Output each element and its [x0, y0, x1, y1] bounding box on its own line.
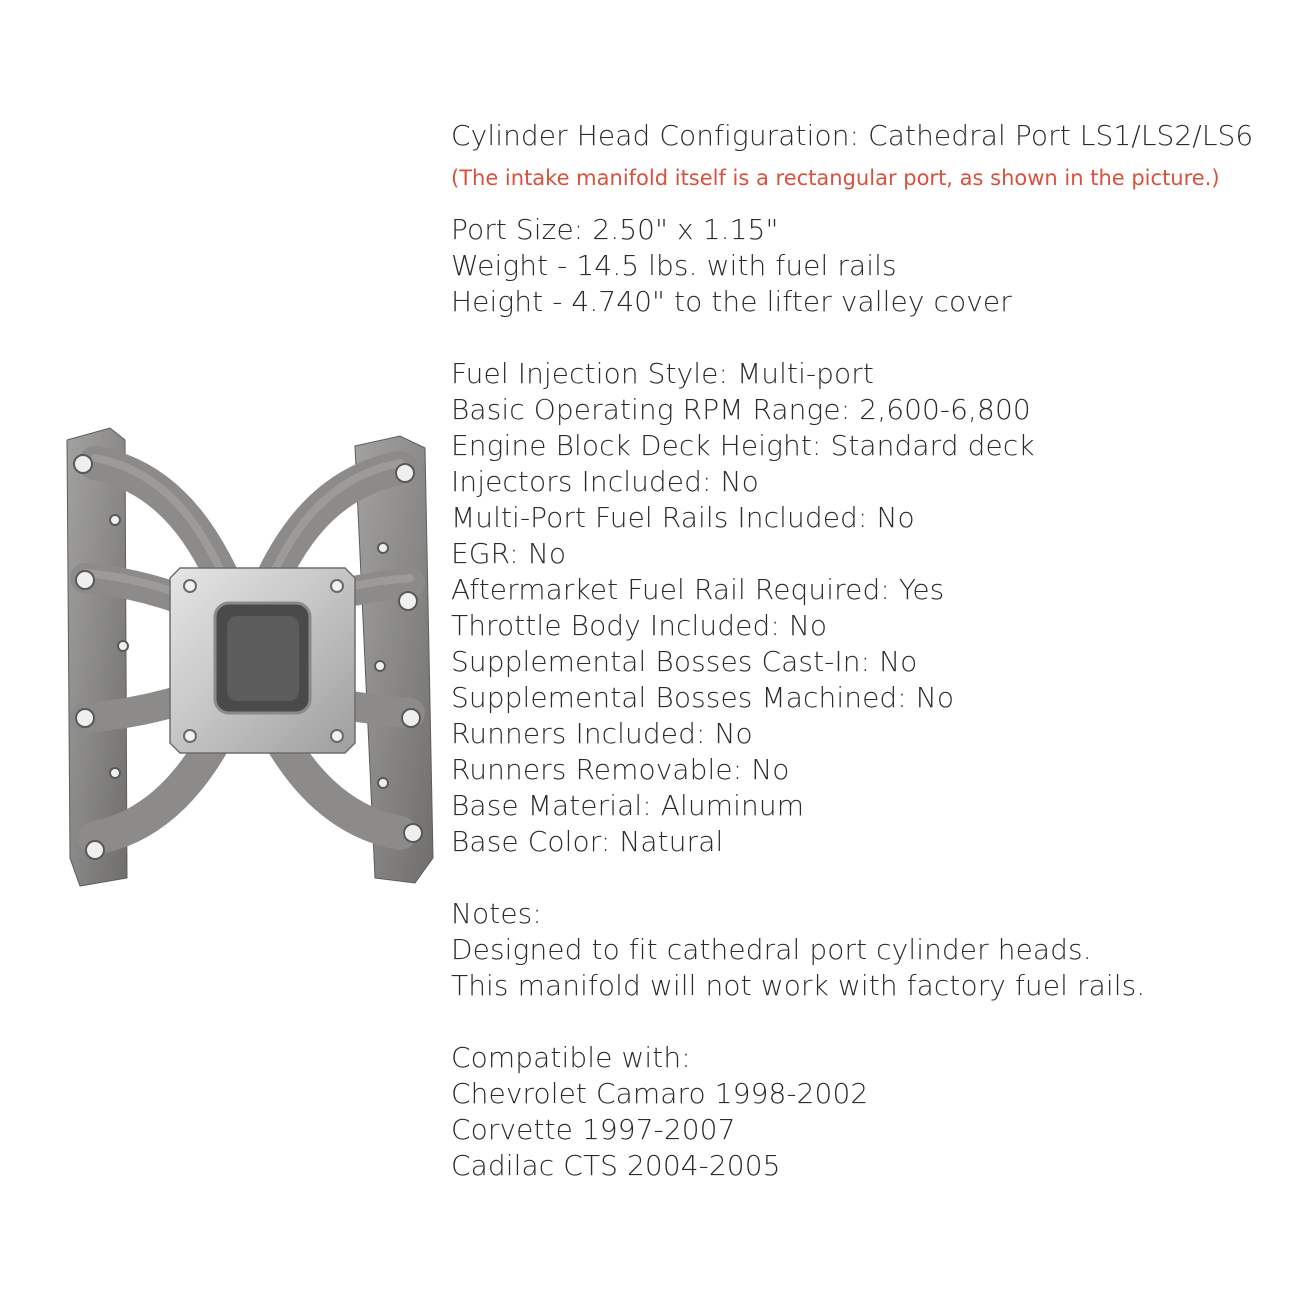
spec-line: Base Material: Aluminum [451, 789, 805, 822]
spec-line: Supplemental Bosses Machined: No [451, 681, 955, 714]
spec-line: Aftermarket Fuel Rail Required: Yes [451, 573, 945, 606]
spec-line: Supplemental Bosses Cast-In: No [451, 645, 918, 678]
spec-line: Fuel Injection Style: Multi-port [451, 357, 874, 390]
spec-line: Basic Operating RPM Range: 2,600-6,800 [451, 393, 1031, 426]
intake-manifold-image [55, 418, 440, 890]
spacer [451, 320, 1281, 356]
compatible-heading: Compatible with: [451, 1041, 691, 1074]
dimensions-list [451, 212, 1281, 320]
spacer [451, 860, 1281, 896]
spec-text [451, 118, 1281, 1184]
spec-line: EGR: No [451, 537, 567, 570]
spec-line: Injectors Included: No [451, 465, 759, 498]
note-line: Designed to fit cathedral port cylinder heads. [451, 933, 1092, 966]
spec-line: Height - 4.740" to the lifter valley cover [451, 285, 1012, 318]
spec-line: Throttle Body Included: No [451, 609, 828, 642]
spacer [451, 1004, 1281, 1040]
compatibility-list [451, 1040, 1281, 1184]
cylinder-head-config: Cylinder Head Configuration: Cathedral Port LS1/LS2/LS6 [451, 119, 1254, 152]
spec-line: Base Color: Natural [451, 825, 724, 858]
compatible-vehicle: Cadilac CTS 2004-2005 [451, 1149, 781, 1182]
spec-line: Weight - 14.5 lbs. with fuel rails [451, 249, 897, 282]
port-note: (The intake manifold itself is a rectangular port, as shown in the picture.) [451, 166, 1220, 190]
notes-heading: Notes: [451, 897, 542, 930]
note-line: This manifold will not work with factory fuel rails. [451, 969, 1146, 1002]
spec-line: Port Size: 2.50" x 1.15" [451, 213, 779, 246]
spec-line: Multi-Port Fuel Rails Included: No [451, 501, 915, 534]
spec-line: Runners Removable: No [451, 753, 790, 786]
compatible-vehicle: Corvette 1997-2007 [451, 1113, 736, 1146]
notes-list [451, 896, 1281, 1004]
compatible-vehicle: Chevrolet Camaro 1998-2002 [451, 1077, 869, 1110]
spec-line: Runners Included: No [451, 717, 753, 750]
spec-line: Engine Block Deck Height: Standard deck [451, 429, 1035, 462]
features-list [451, 356, 1281, 860]
